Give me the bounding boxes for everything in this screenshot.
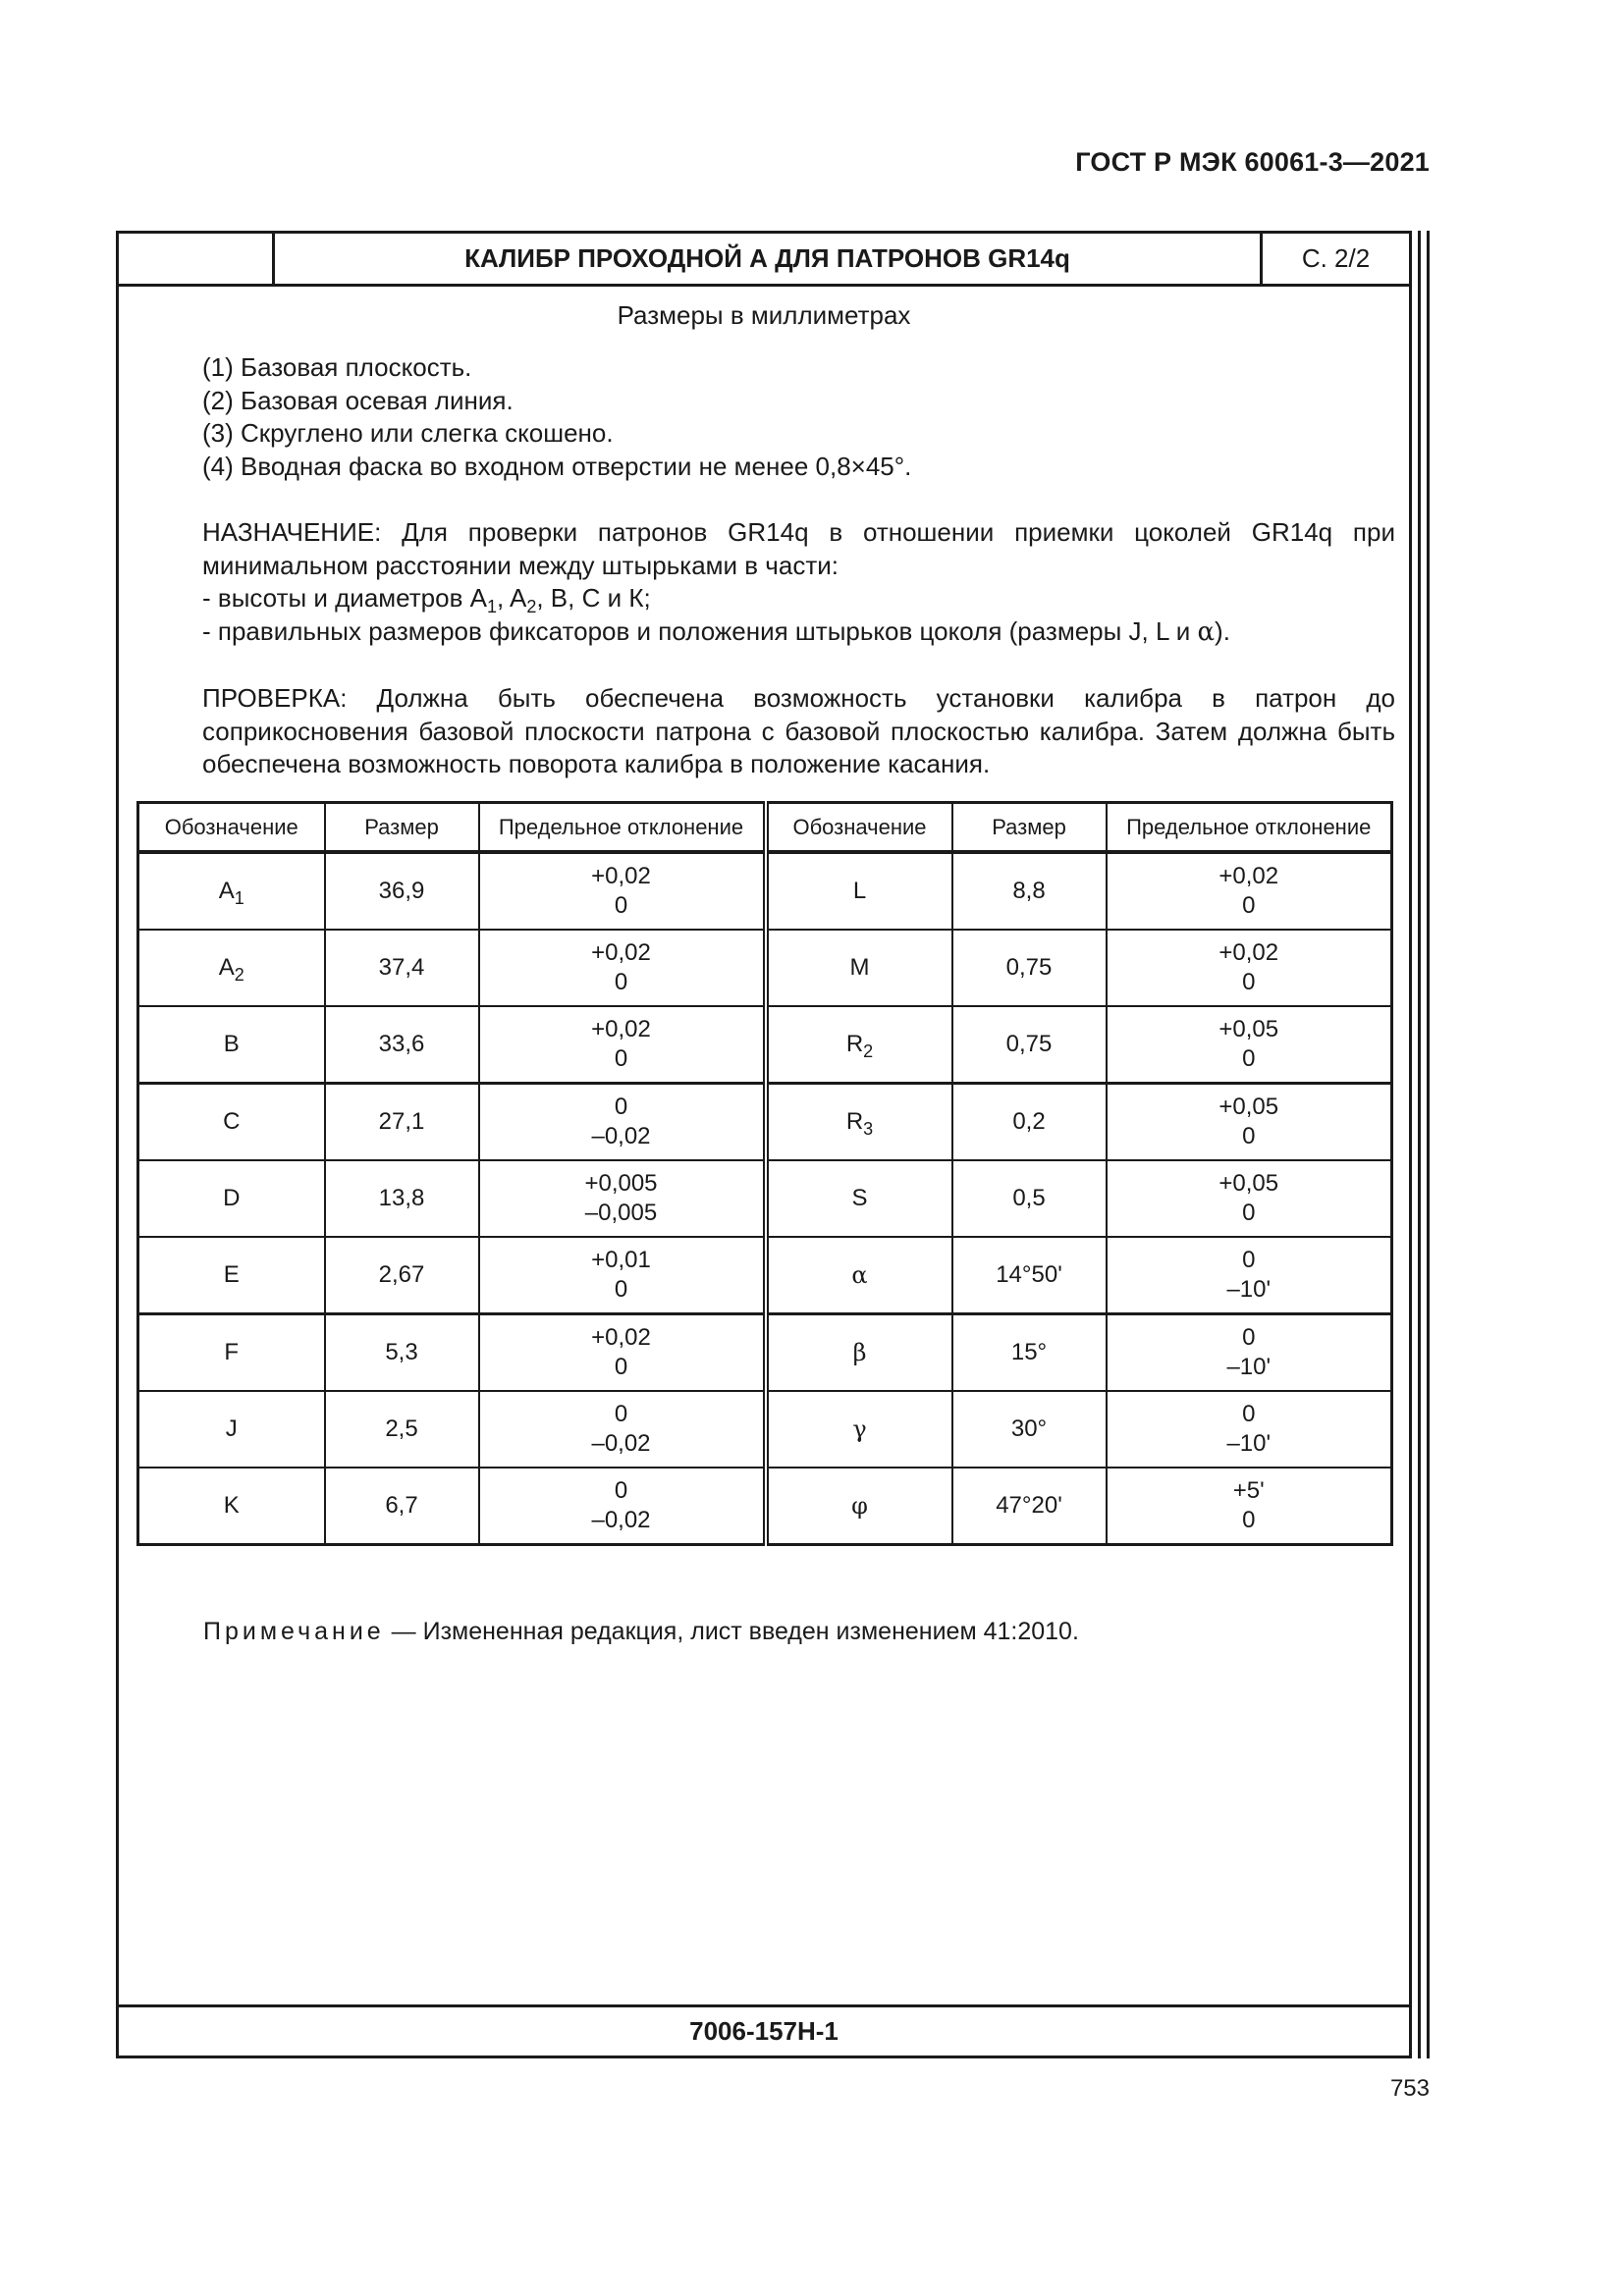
size-cell: 30°: [952, 1391, 1107, 1468]
tolerance-cell: +0,05 0: [1107, 1160, 1392, 1237]
table-row: [138, 1237, 1392, 1314]
designation-cell: γ: [766, 1391, 952, 1468]
tolerance-cell: +0,02 0: [479, 930, 766, 1006]
designation-cell: F: [138, 1314, 325, 1392]
size-cell: 8,8: [952, 852, 1107, 930]
purpose-text: НАЗНАЧЕНИЕ: Для проверки патронов GR14q в отношении приемки цоколей GR14q при минимальном расстоянии между штырьками в части:: [202, 517, 1395, 580]
note-item: (2) Базовая осевая линия.: [202, 385, 514, 415]
tolerance-cell: 0 –0,02: [479, 1391, 766, 1468]
units-caption: Размеры в миллиметрах: [617, 300, 911, 330]
tolerance-cell: +0,01 0: [479, 1237, 766, 1314]
column-header: Размер: [325, 803, 479, 853]
sheet-code: 7006-157Н-1: [119, 2004, 1409, 2056]
check-section: [135, 682, 1395, 781]
table-row: [138, 1084, 1392, 1161]
column-header: Размер: [952, 803, 1107, 853]
tolerance-cell: +0,02 0: [479, 1314, 766, 1392]
title-block-empty-cell: [119, 234, 275, 284]
designation-cell: $R_3$: [766, 1084, 952, 1161]
tolerance-cell: 0 –10': [1107, 1237, 1392, 1314]
table-row: [138, 1314, 1392, 1392]
designation-cell: $A_1$: [138, 852, 325, 930]
size-cell: 6,7: [325, 1468, 479, 1545]
dimensions-table: [136, 801, 1393, 1546]
tolerance-cell: +0,02 0: [479, 852, 766, 930]
table-row: [138, 1391, 1392, 1468]
drawing-sheet-frame: [116, 231, 1412, 2058]
note-item: (4) Вводная фаска во входном отверстии не менее 0,8×45°.: [202, 451, 912, 481]
tolerance-cell: 0 –0,02: [479, 1468, 766, 1545]
check-text: ПРОВЕРКА: Должна быть обеспечена возможность установки калибра в патрон до соприкосновения базовой плоскости патрона с базовой плоскостью калибра. Затем должна быть обеспечена возможность поворота калибра в положение касания.: [202, 683, 1395, 778]
size-cell: 0,75: [952, 1006, 1107, 1084]
size-cell: 33,6: [325, 1006, 479, 1084]
designation-cell: K: [138, 1468, 325, 1545]
sheet-page: С. 2/2: [1301, 243, 1371, 273]
tolerance-cell: +5' 0: [1107, 1468, 1392, 1545]
tolerance-cell: 0 –10': [1107, 1391, 1392, 1468]
table-row: [138, 1160, 1392, 1237]
designation-cell: φ: [766, 1468, 952, 1545]
tolerance-cell: +0,005 –0,005: [479, 1160, 766, 1237]
column-header: Обозначение: [138, 803, 325, 853]
size-cell: 5,3: [325, 1314, 479, 1392]
column-header: Предельное отклонение: [479, 803, 766, 853]
size-cell: 15°: [952, 1314, 1107, 1392]
tolerance-cell: +0,02 0: [1107, 930, 1392, 1006]
table-header-row: [138, 803, 1392, 853]
size-cell: 47°20': [952, 1468, 1107, 1545]
designation-cell: β: [766, 1314, 952, 1392]
column-header: Обозначение: [766, 803, 952, 853]
designation-cell: $R_2$: [766, 1006, 952, 1084]
designation-cell: D: [138, 1160, 325, 1237]
tolerance-cell: 0 –10': [1107, 1314, 1392, 1392]
designation-cell: J: [138, 1391, 325, 1468]
purpose-item: - правильных размеров фиксаторов и положения штырьков цоколя (размеры J, L и α).: [202, 615, 1230, 647]
tolerance-cell: +0,02 0: [1107, 852, 1392, 930]
tolerance-cell: +0,05 0: [1107, 1006, 1392, 1084]
frame-rail-inner: [1418, 231, 1421, 2058]
size-cell: 2,5: [325, 1391, 479, 1468]
size-cell: 14°50': [952, 1237, 1107, 1314]
designation-cell: E: [138, 1237, 325, 1314]
size-cell: 0,5: [952, 1160, 1107, 1237]
note-item: (1) Базовая плоскость.: [202, 352, 472, 382]
designation-cell: M: [766, 930, 952, 1006]
notes-list: [202, 351, 1409, 483]
designation-cell: C: [138, 1084, 325, 1161]
title-block: [119, 234, 1409, 287]
footnote: [203, 1618, 1079, 1646]
size-cell: 2,67: [325, 1237, 479, 1314]
size-cell: 0,2: [952, 1084, 1107, 1161]
note-item: (3) Скруглено или слегка скошено.: [202, 418, 614, 448]
table-row: [138, 930, 1392, 1006]
size-cell: 27,1: [325, 1084, 479, 1161]
size-cell: 0,75: [952, 930, 1107, 1006]
designation-cell: $A_2$: [138, 930, 325, 1006]
footnote-label: Примечание: [203, 1618, 385, 1645]
frame-rail-outer: [1427, 231, 1430, 2058]
tolerance-cell: 0 –0,02: [479, 1084, 766, 1161]
sheet-title: КАЛИБР ПРОХОДНОЙ А ДЛЯ ПАТРОНОВ GR14q: [275, 234, 1263, 284]
table-row: [138, 1468, 1392, 1545]
tolerance-cell: +0,05 0: [1107, 1084, 1392, 1161]
designation-cell: α: [766, 1237, 952, 1314]
table-row: [138, 1006, 1392, 1084]
size-cell: 36,9: [325, 852, 479, 930]
page-number: 753: [1389, 2075, 1430, 2102]
designation-cell: L: [766, 852, 952, 930]
designation-cell: B: [138, 1006, 325, 1084]
purpose-section: [135, 516, 1395, 649]
table-row: [138, 852, 1392, 930]
tolerance-cell: +0,02 0: [479, 1006, 766, 1084]
designation-cell: S: [766, 1160, 952, 1237]
purpose-item: - высоты и диаметров $A_1$, $A_2$, В, С и К;: [202, 583, 651, 616]
size-cell: 13,8: [325, 1160, 479, 1237]
standard-number: ГОСТ Р МЭК 60061-3—2021: [1075, 147, 1430, 177]
size-cell: 37,4: [325, 930, 479, 1006]
column-header: Предельное отклонение: [1107, 803, 1392, 853]
footnote-text: — Измененная редакция, лист введен изменением 41:2010.: [384, 1618, 1079, 1645]
